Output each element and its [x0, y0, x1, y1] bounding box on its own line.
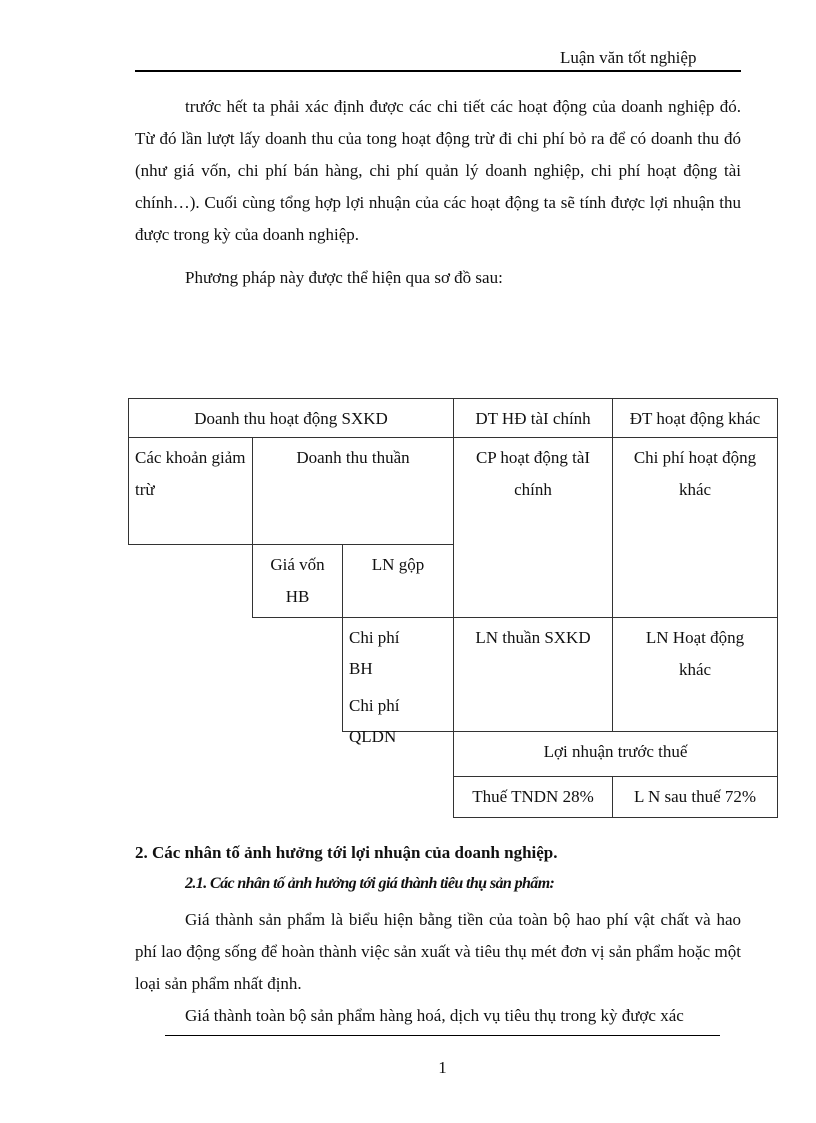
selling-cost-label: Chi phí BH — [349, 628, 400, 678]
cell-revenue-other: ĐT hoạt động khác — [612, 398, 778, 438]
page-number: 1 — [438, 1058, 447, 1077]
running-header: Luận văn tốt nghiệp — [560, 48, 697, 67]
cell-cogs: Giá vốn HB — [252, 544, 343, 618]
cell-other-cost: Chi phí hoạt động khác — [612, 437, 778, 618]
section-2-1-paragraph-2-text: Giá thành toàn bộ sản phẩm hàng hoá, dịch vụ tiêu thụ trong kỳ được xác — [185, 1006, 684, 1025]
header-rule — [135, 70, 741, 72]
cell-net-revenue: Doanh thu thuần — [252, 437, 454, 545]
cell-operating-costs — [342, 617, 454, 746]
section-2-1-paragraph — [135, 904, 741, 1000]
cell-revenue-sxkd: Doanh thu hoạt động SXKD — [128, 398, 454, 438]
cell-gross-profit: LN gộp — [342, 544, 454, 618]
cell-other-profit: LN Hoạt động khác — [612, 617, 778, 732]
intro-paragraph-text: trước hết ta phải xác định được các chi tiết các hoạt động của doanh nghiệp đó. Từ đó lần lượt lấy doanh thu của tong hoạt động trừ đi chi phí bỏ ra để có doanh thu đó (như giá vốn, chi phí bán hàng, chi phí quản lý doanh nghiệp, chi phí hoạt động tài chính…). Cuối cùng tổng hợp lợi nhuận của các hoạt động ta sẽ tính được lợi nhuận thu được trong kỳ của doanh nghiệp. — [135, 97, 741, 244]
method-sentence — [135, 262, 741, 294]
cell-profit-before-tax: Lợi nhuận trước thuế — [453, 731, 778, 777]
admin-cost-label: Chi phí QLDN — [349, 696, 400, 746]
section-2-1-paragraph-text: Giá thành sản phẩm là biểu hiện bằng tiền của toàn bộ hao phí vật chất và hao phí lao động sống để hoàn thành việc sản xuất và tiêu thụ mét đơn vị sản phẩm hoặc một loại sản phẩm nhất định. — [135, 910, 741, 993]
cell-tax: Thuế TNDN 28% — [453, 776, 613, 818]
section-2-1-heading: 2.1. Các nhân tố ảnh hưởng tới giá thành tiêu thụ sản phẩm: — [185, 875, 555, 892]
footer-rule — [165, 1035, 720, 1036]
section-2-1-paragraph-2 — [135, 1000, 741, 1032]
section-2-heading: 2. Các nhân tố ảnh hưởng tới lợi nhuận của doanh nghiệp. — [135, 843, 558, 862]
cell-deductions: Các khoản giảm trừ — [128, 437, 253, 545]
cell-revenue-financial: DT HĐ tàI chính — [453, 398, 613, 438]
cell-profit-after-tax: L N sau thuế 72% — [612, 776, 778, 818]
cell-financial-cost: CP hoạt động tàI chính — [453, 437, 613, 618]
cell-net-profit-sxkd: LN thuần SXKD — [453, 617, 613, 732]
intro-paragraph — [135, 91, 741, 251]
method-sentence-text: Phương pháp này được thể hiện qua sơ đồ sau: — [185, 268, 503, 287]
